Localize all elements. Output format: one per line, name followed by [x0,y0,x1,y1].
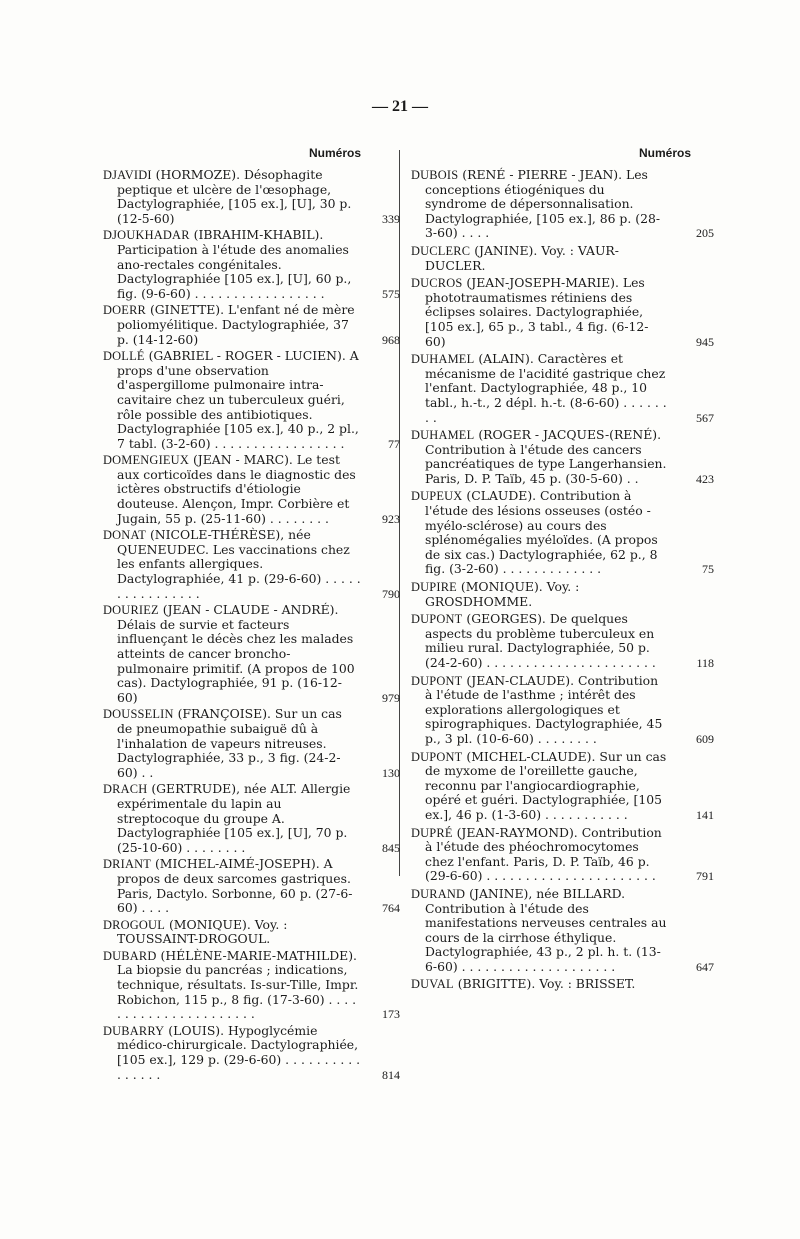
entry-number: 77 [388,436,400,451]
bibliography-entry [411,824,714,884]
author-surname: DUBARD [103,948,157,963]
entry-number: 968 [382,332,400,347]
entry-number: 130 [382,765,400,780]
bibliography-entry [411,885,714,975]
author-surname: DUPONT [411,673,463,688]
page-number: — 21 — [372,98,428,115]
bibliography-entry [103,302,400,347]
entry-text: (JEAN - MARC). Le test aux corticoïdes dans le diagnostic des ictères obstructifs d'étiologie douteuse. Alençon, Impr. Corbière et Jugain, 55 p. (25-11-60) . . . . . . . . [117,452,356,526]
entry-number: 118 [696,656,714,670]
entry-text: (MONIQUE). Voy. : GROSDHOMME. [425,579,580,609]
entry-text: (JEAN-JOSEPH-MARIE). Les phototraumatismes rétiniens des éclipses solaires. Dactylographiée, [105 ex.], 65 p., 3 tabl., 4 fig. (6-12-60) [425,275,649,349]
entry-text: (MICHEL-AIMÉ-JOSEPH). A propos de deux sarcomes gastriques. Paris, Dactylo. Sorbonne, 60 p. (27-6-60) . . . . [117,856,353,916]
entry-text: (CLAUDE). Contribution à l'étude des lésions osseuses (ostéo - myélo-sclérose) au cours des splénomégalies myéloïdes. (A propos de six cas.) Dactylographiée, 62 p., 8 fig. (3-2-60) . . . . . . . . . . . . . [425,488,658,577]
author-surname: DURAND [411,886,466,901]
bibliography-entry [411,611,714,670]
bibliography-entry [103,167,400,226]
entry-number: 923 [382,511,400,526]
author-surname: DROGOUL [103,917,165,932]
author-surname: DOMENGIEUX [103,453,189,468]
entry-number: 945 [696,334,714,349]
entry-text: (GEORGES). De quelques aspects du problème tuberculeux en milieu rural. Dactylographiée, 50 p. (24-2-60) . . . . . . . . . . . . . . . . . . . . . . [425,611,656,670]
bibliography-entry [411,427,714,486]
entry-text: (GINETTE). L'enfant né de mère poliomyélitique. Dactylographiée, 37 p. (14-12-60) [117,302,355,347]
entry-text: (JEAN - CLAUDE - ANDRÉ). Délais de survie et facteurs influençant le décès chez les malades atteints de cancer broncho-pulmonaire primitif. (A propos de 100 cas). Dactylographiée, 91 p. (16-12-60) [117,602,355,705]
entry-number: 790 [382,586,400,601]
bibliography-entry [411,167,714,241]
entry-text: (HÉLÈNE-MARIE-MATHILDE). La biopsie du pancréas ; indications, technique, résultats. Is-sur-Tille, Impr. Robichon, 115 p., 8 fig. (17-3-60) . . . . . . . . . . . . . . . . . . . . . . [117,947,359,1022]
author-surname: DUPONT [411,612,463,627]
bibliography-entry [411,244,669,273]
author-surname: DUHAMEL [411,428,475,443]
bibliography-entry [411,275,714,349]
entry-text: (NICOLE-THÉRÈSE), née QUENEUDEC. Les vaccinations chez les enfants allergiques. Dactylographiée, 41 p. (29-6-60) . . . . . . . . . . . . . . . . [117,527,361,601]
bibliography-entry [411,977,669,992]
author-surname: DOUSSELIN [103,707,174,722]
bibliography-entry [103,227,400,301]
author-surname: DJOUKHADAR [103,228,190,243]
entry-number: 205 [696,226,714,241]
entry-text: (ALAIN). Caractères et mécanisme de l'acidité gastrique chez l'enfant. Dactylographiée, 48 p., 10 tabl., h.-t., 2 dépl. h.-t. (8-6-60) . . . . . . . . [425,351,667,425]
author-surname: DUPIRE [411,580,457,595]
entry-text: (FRANÇOISE). Sur un cas de pneumopathie subaiguë dû à l'inhalation de vapeurs nitreuses. Dactylographiée, 33 p., 3 fig. (24-2-60) . . [117,706,342,780]
entry-number: 845 [382,840,400,855]
entry-text: (LOUIS). Hypoglycémie médico-chirurgicale. Dactylographiée, [105 ex.], 129 p. (29-6-60) . . . . . . . . . . . . . . . . [117,1022,361,1082]
bibliography-entry [103,781,400,855]
entry-text: (MONIQUE). Voy. : TOUSSAINT-DROGOUL. [117,916,288,947]
entry-number: 567 [696,410,714,425]
entry-text: (JEAN-RAYMOND). Contribution à l'étude des phéochromocytomes chez l'enfant. Paris, D. P. Taïb, 46 p. (29-6-60) . . . . . . . . . . . . . . . . . . . . . . [425,824,662,884]
entry-text: (MICHEL-CLAUDE). Sur un cas de myxome de l'oreillette gauche, reconnu par l'angiocardiographie, opéré et guéri. Dactylographiée, [105 ex.], 46 p. (1-3-60) . . . . . . . . . . . [425,748,667,822]
author-surname: DONAT [103,528,146,543]
author-surname: DUPONT [411,749,463,764]
author-surname: DUPRÉ [411,825,453,840]
bibliography-entry [103,602,400,705]
entry-text: (IBRAHIM-KHABIL). Participation à l'étude des anomalies ano-rectales congénitales. Dactylographiée [105 ex.], [U], 60 p., fig. (9-6-60) . . . . . . . . . . . . . . . . . [117,227,352,301]
entry-text: (JEAN-CLAUDE). Contribution à l'étude de l'asthme ; intérêt des explorations allergologiques et spirographiques. Dactylographiée, 45 p., 3 pl. (10-6-60) . . . . . . . . [425,672,663,746]
bibliography-entry [103,918,361,947]
entry-text: (GERTRUDE), née ALT. Allergie expérimentale du lapin au streptocoque du groupe A. Dactylographiée [105 ex.], [U], 70 p. (25-10-60) . . . . . . . . [117,781,351,855]
author-surname: DUCLERC [411,243,471,258]
bibliography-entry [411,580,669,609]
bibliography-entry [103,706,400,780]
column-header-right: Numéros [639,146,692,160]
entry-number: 141 [696,807,714,822]
entry-text: (JANINE), née BILLARD. Contribution à l'étude des manifestations nerveuses centrales au cours de la cirrhose éthylique. Dactylographiée, 43 p., 2 pl. h. t. (13-6-60) . . . . . . . . . . . . . . . . . . . . [425,885,667,974]
bibliography-entry [103,348,400,451]
entry-text: (BRIGITTE). Voy. : BRISSET. [457,976,636,992]
entry-number: 575 [382,286,400,301]
entry-number: 764 [382,901,400,916]
entry-number: 979 [382,690,400,705]
entry-text: (RENÉ - PIERRE - JEAN). Les conceptions étiogéniques du syndrome de dépersonnalisation. Dactylographiée, [105 ex.], 86 p. (28-3-60) . . . . [425,167,661,241]
bibliography-entry [411,748,714,823]
entry-number: 814 [382,1067,400,1082]
bibliography-entry [103,856,400,916]
bibliography-entry [103,527,400,601]
bibliography-entry [411,488,714,577]
entry-number: 791 [696,869,714,884]
left-column [103,167,400,1084]
bibliography-entry [103,1022,400,1082]
entry-number: 609 [696,731,714,746]
entry-number: 423 [696,471,714,486]
entry-text: (GABRIEL - ROGER - LUCIEN). A props d'une observation d'aspergillome pulmonaire intra-cavitaire chez un tuberculeux guéri, rôle possible des antibiotiques. Dactylographiée [105 ex.], 40 p., 2 pl., 7 tabl. (3-2-60) . . . . . . . . . . . . . . . . . [117,348,359,451]
bibliography-entry [103,947,400,1022]
right-column [411,167,714,995]
entry-text: (ROGER - JACQUES-(RENÉ). Contribution à l'étude des cancers pancréatiques de type Langerhansien. Paris, D. P. Taïb, 45 p. (30-5-60) . . [425,427,667,486]
entry-number: 75 [702,562,714,577]
author-surname: DUPEUX [411,489,463,504]
author-surname: DJAVIDI [103,168,152,182]
bibliography-entry [411,351,714,425]
author-surname: DOLLÉ [103,349,145,364]
entry-text: (JANINE). Voy. : VAUR-DUCLER. [425,242,619,273]
column-header-left: Numéros [309,146,362,160]
author-surname: DOURIEZ [103,603,159,618]
bibliography-entry [411,672,714,747]
entry-number: 647 [696,959,714,974]
author-surname: DUCROS [411,276,463,291]
author-surname: DRACH [103,782,148,797]
entry-text: (HORMOZE). Désophagite peptique et ulcère de l'œsophage, Dactylographiée, [105 ex.], [U], 30 p. (12-5-60) [117,167,352,226]
author-surname: DOERR [103,303,146,318]
author-surname: DRIANT [103,857,152,872]
entry-number: 173 [382,1007,400,1022]
author-surname: DUBOIS [411,168,459,182]
author-surname: DUVAL [411,977,454,992]
bibliography-entry [103,452,400,526]
entry-number: 339 [382,211,400,226]
author-surname: DUBARRY [103,1023,165,1038]
author-surname: DUHAMEL [411,352,475,367]
